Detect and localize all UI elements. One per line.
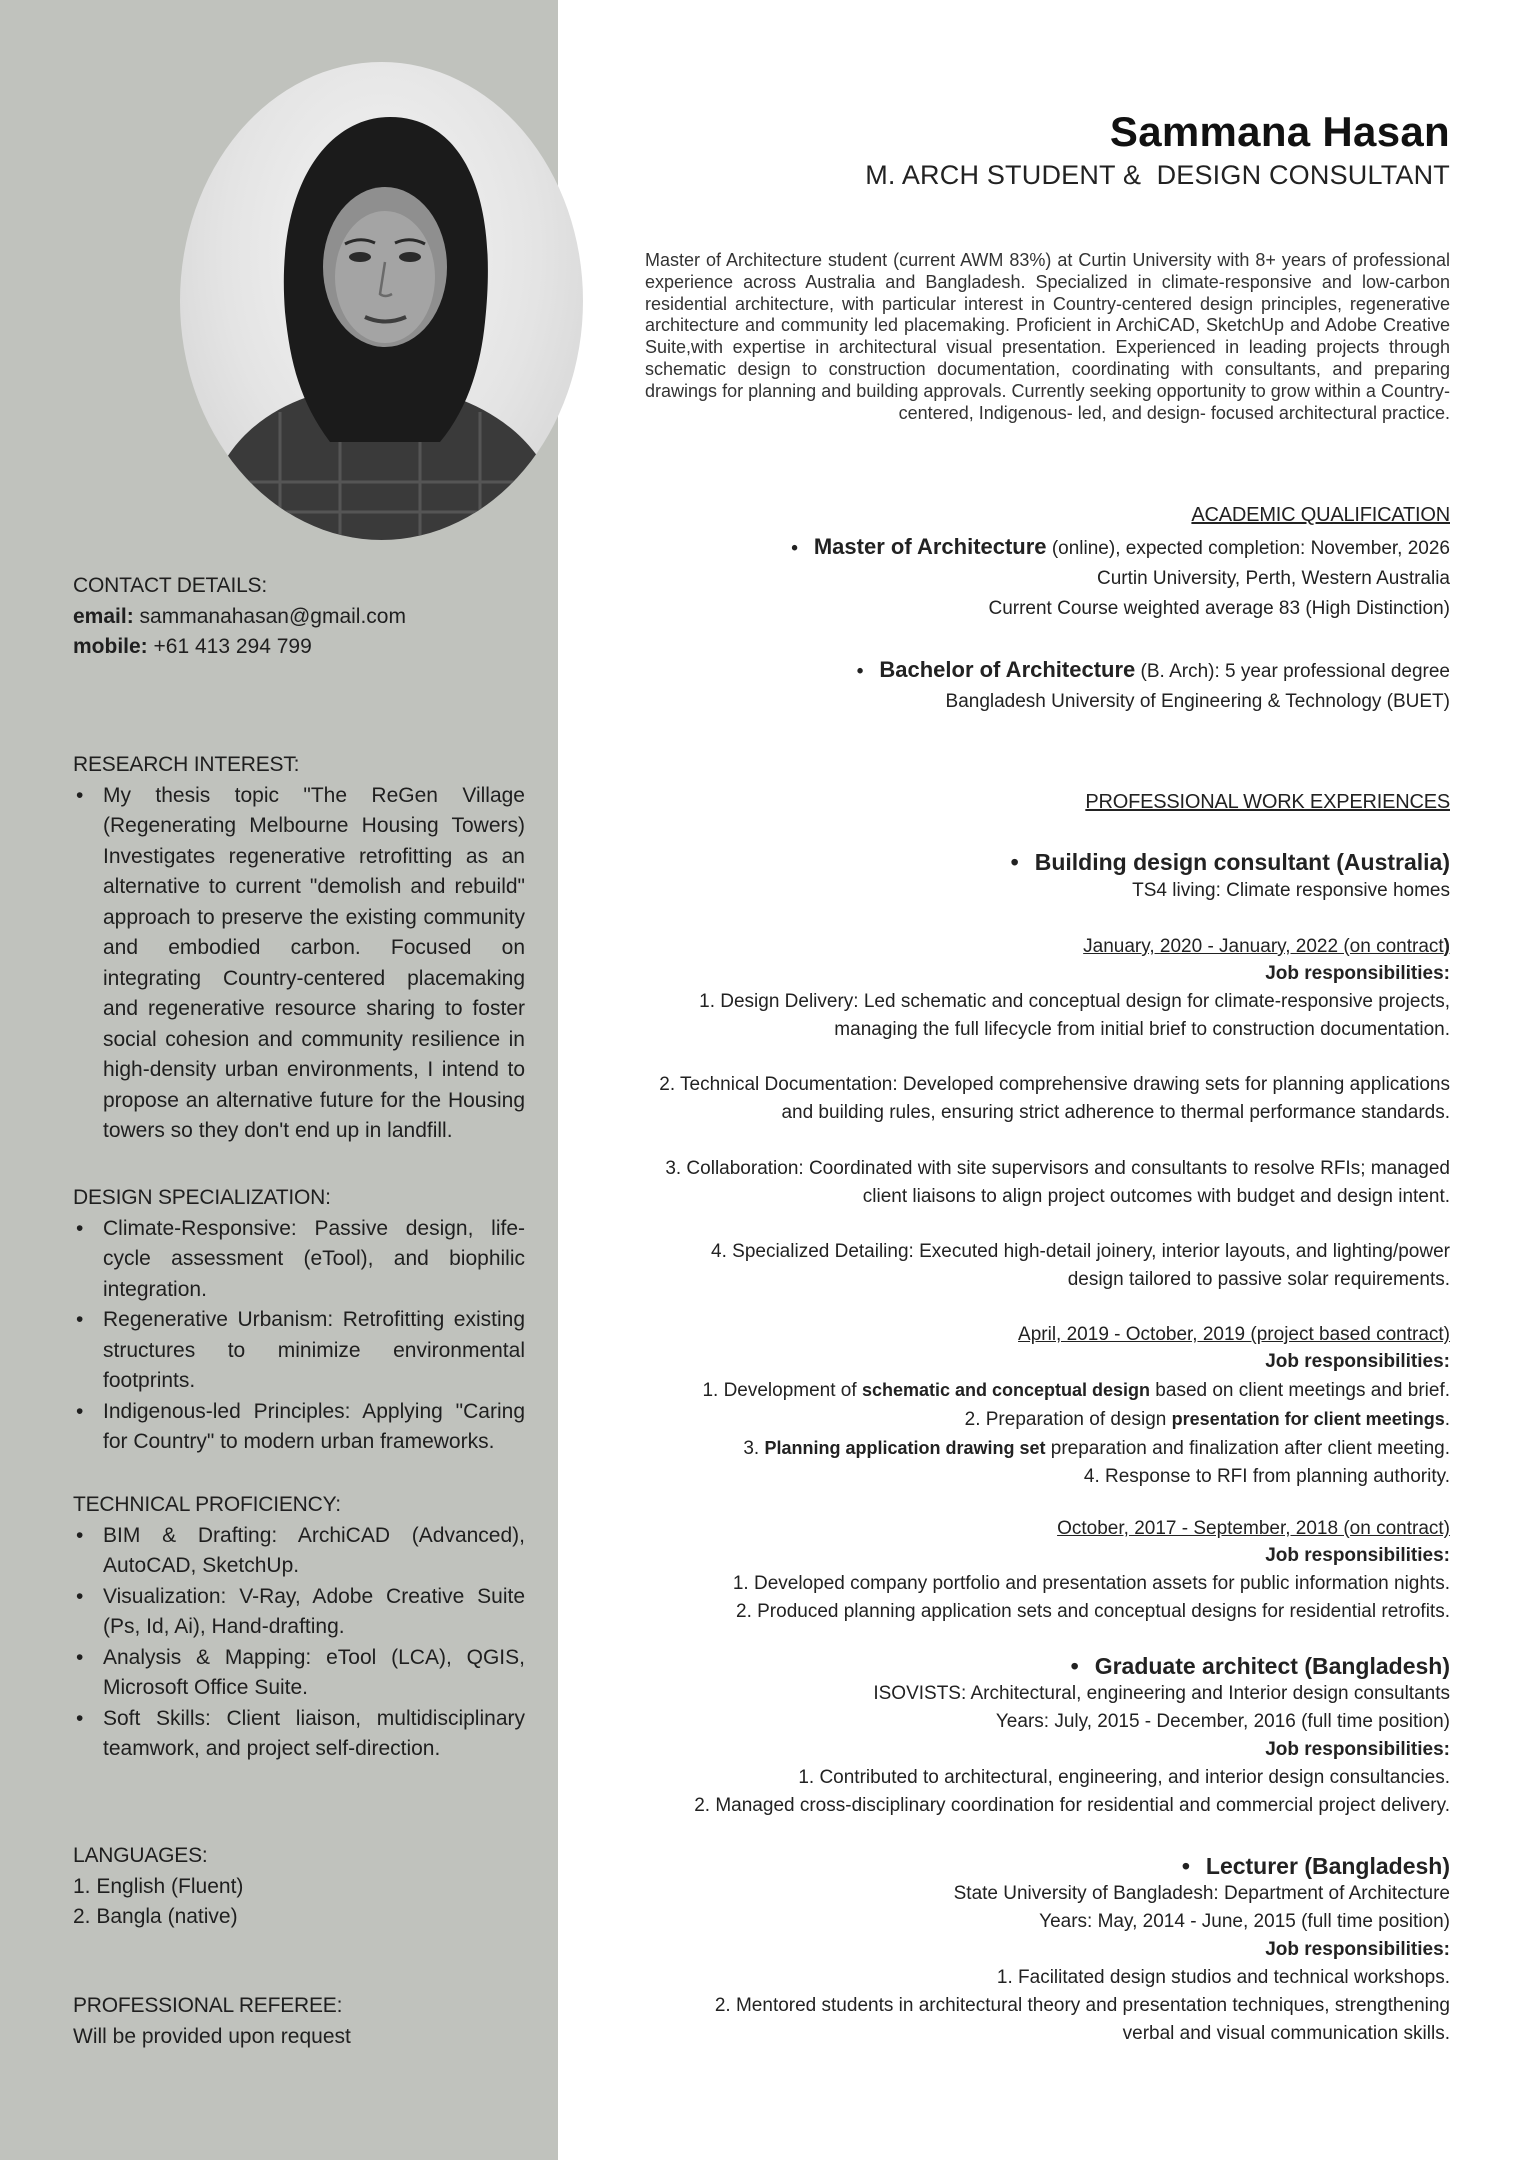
design-item: • Indigenous-led Principles: Applying "Caring for Country" to modern urban frameworks. [103, 1397, 525, 1458]
job3-block [650, 1852, 1450, 2048]
job1-item: 1. Design Delivery: Led schematic and conceptual design for climate-responsive projects, managing the full lifecycle from initial brief to construction documentation. [699, 991, 1450, 1040]
contact-heading: CONTACT DETAILS: [73, 574, 267, 597]
job1-p2-item: 4. Response to RFI from planning authority. [1083, 1466, 1450, 1487]
language-item: 2. Bangla (native) [73, 1905, 238, 1928]
referee-text: Will be provided upon request [73, 2024, 351, 2048]
masters-detail: (online), expected completion: November, 2026 [1046, 538, 1450, 559]
job3-company: State University of Bangladesh: Department of Architecture [953, 1883, 1450, 1904]
job2-company: ISOVISTS: Architectural, engineering and Interior design consultants [873, 1683, 1450, 1704]
job2-item: 1. Contributed to architectural, engineering, and interior design consultancies. [798, 1767, 1450, 1788]
profile-photo [180, 62, 583, 540]
job1-p3-item: 2. Produced planning application sets and conceptual designs for residential retrofits. [736, 1601, 1450, 1622]
masters-degree: Master of Architecture [813, 534, 1047, 559]
bullet-icon: • [856, 661, 864, 682]
job1-title-line [1011, 847, 1450, 877]
masters-entry [791, 532, 1450, 624]
profile-summary: Master of Architecture student (current AWM 83%) at Curtin University with 8+ years of professional experience across Australia and Bangladesh. Specialized in climate-responsive and low-carbon residential architecture, with particular interest in Country-centered design principles, regenerative architecture and community led placemaking. Proficient in ArchiCAD, SketchUp and Adobe Creative Suite,with expertise in architectural visual presentation. Experienced in leading projects through schematic design to construction documentation, coordinating with consultants, and preparing drawings for planning and building approvals. Currently seeking opportunity to grow within a Country- centered, Indigenous- led, and design- focused architectural practice. [645, 250, 1450, 423]
bullet-icon: • [1181, 1853, 1190, 1879]
masters-grade: Current Course weighted average 83 (High Distinction) [988, 598, 1450, 619]
job3-years: Years: May, 2014 - June, 2015 (full time position) [1039, 1911, 1450, 1932]
job1-item: 3. Collaboration: Coordinated with site supervisors and consultants to resolve RFIs; managed client liaisons to align project outcomes with budget and design intent. [665, 1158, 1450, 1207]
technical-item: • Visualization: V-Ray, Adobe Creative Suite (Ps, Id, Ai), Hand-drafting. [103, 1582, 525, 1643]
bachelors-detail: (B. Arch): 5 year professional degree [1135, 661, 1450, 682]
referee-heading: PROFESSIONAL REFEREE: [73, 1994, 343, 2017]
contact-section [73, 571, 528, 663]
referee-section [73, 1991, 528, 2052]
job1-p2-item: 2. Preparation of design presentation for client meetings. [964, 1409, 1450, 1430]
job1-period2: April, 2019 - October, 2019 (project based contract) [1018, 1324, 1450, 1345]
research-list [73, 781, 525, 1147]
masters-university: Curtin University, Perth, Western Australia [1096, 568, 1450, 589]
job1-period1: January, 2020 - January, 2022 (on contract) [1083, 936, 1450, 957]
languages-heading: LANGUAGES: [73, 1844, 208, 1867]
job1-p2-item: 3. Planning application drawing set preparation and finalization after client meeting. [743, 1438, 1450, 1459]
job2-title-line [694, 1652, 1450, 1680]
job1-resp-label: Job responsibilities: [1265, 1351, 1450, 1372]
job1-p3-item: 1. Developed company portfolio and presentation assets for public information nights. [732, 1573, 1450, 1594]
email-label: email: [73, 604, 134, 628]
portrait-image [180, 62, 583, 540]
candidate-title: M. ARCH STUDENT & DESIGN CONSULTANT [865, 160, 1450, 190]
technical-list [73, 1521, 525, 1765]
job1-resp-label: Job responsibilities: [1265, 963, 1450, 984]
bachelors-entry [857, 655, 1450, 717]
bullet-icon: • [1070, 1653, 1079, 1679]
technical-item: • Analysis & Mapping: eTool (LCA), QGIS, Microsoft Office Suite. [103, 1643, 525, 1704]
job2-item: 2. Managed cross-disciplinary coordination for residential and commercial project delivery. [694, 1795, 1450, 1816]
mobile-label: mobile: [73, 635, 148, 658]
research-heading: RESEARCH INTEREST: [73, 753, 300, 776]
job1-title: Building design consultant (Australia) [1034, 849, 1450, 875]
design-item: • Climate-Responsive: Passive design, life-cycle assessment (eTool), and biophilic integration. [103, 1214, 525, 1306]
email-value[interactable]: sammanahasan@gmail.com [139, 604, 406, 628]
job3-resp-label: Job responsibilities: [1265, 1939, 1450, 1960]
job1-company: TS4 living: Climate responsive homes [1132, 880, 1450, 901]
languages-section [73, 1841, 528, 1933]
job1-item: 4. Specialized Detailing: Executed high-detail joinery, interior layouts, and lighting/power design tailored to passive solar requirements. [711, 1241, 1450, 1290]
design-list [73, 1214, 525, 1458]
design-heading: DESIGN SPECIALIZATION: [73, 1186, 331, 1209]
bachelors-university: Bangladesh University of Engineering & Technology (BUET) [945, 691, 1450, 712]
design-section [73, 1183, 525, 1458]
mobile-line [73, 632, 528, 663]
language-item: 1. English (Fluent) [73, 1874, 244, 1898]
technical-item: • BIM & Drafting: ArchiCAD (Advanced), AutoCAD, SketchUp. [103, 1521, 525, 1582]
job2-title: Graduate architect (Bangladesh) [1094, 1653, 1450, 1679]
job1-period1-block [1083, 933, 1450, 987]
job3-title-line [650, 1852, 1450, 1880]
bullet-icon: • [1010, 849, 1019, 875]
job1-period3-block [1057, 1515, 1450, 1569]
academic-heading: ACADEMIC QUALIFICATION [1191, 504, 1450, 526]
bachelors-line [857, 655, 1450, 687]
technical-item: • Soft Skills: Client liaison, multidisciplinary teamwork, and project self-direction. [103, 1704, 525, 1765]
job1-item: 2. Technical Documentation: Developed comprehensive drawing sets for planning applications and building rules, ensuring strict adherence to thermal performance standards. [659, 1074, 1450, 1123]
job3-item: 2. Mentored students in architectural theory and presentation techniques, strengthening verbal and visual communication skills. [714, 1995, 1450, 2044]
job1-period2-block [1018, 1321, 1450, 1375]
research-item: • My thesis topic "The ReGen Village (Regenerating Melbourne Housing Towers) Investigates regenerative retrofitting as an alternative to current "demolish and rebuild" approach to preserve the existing community and embodied carbon. Focused on integrating Country-centered placemaking and regenerative resource sharing to foster social cohesion and community resilience in high-density urban environments, I intend to propose an alternative future for the Housing towers so they don't end up in landfill. [103, 781, 525, 1147]
job3-item: 1. Facilitated design studios and technical workshops. [996, 1967, 1450, 1988]
job1-header [1011, 847, 1450, 905]
candidate-name: Sammana Hasan [1109, 108, 1450, 155]
job1-resp-label: Job responsibilities: [1265, 1545, 1450, 1566]
job1-period3-items [733, 1570, 1450, 1626]
design-item: • Regenerative Urbanism: Retrofitting existing structures to minimize environmental footprints. [103, 1305, 525, 1397]
job2-resp-label: Job responsibilities: [1265, 1739, 1450, 1760]
research-section [73, 750, 525, 1147]
job1-p2-item: 1. Development of schematic and conceptual design based on client meetings and brief. [702, 1380, 1450, 1401]
job2-years: Years: July, 2015 - December, 2016 (full time position) [995, 1711, 1450, 1732]
job1-period3: October, 2017 - September, 2018 (on contract) [1057, 1518, 1450, 1539]
email-line [73, 602, 528, 633]
bachelors-degree: Bachelor of Architecture [879, 657, 1136, 682]
job1-period2-items [702, 1376, 1450, 1491]
job3-title: Lecturer (Bangladesh) [1205, 1853, 1450, 1879]
mobile-value[interactable]: +61 413 294 799 [153, 635, 312, 658]
job2-block [694, 1652, 1450, 1820]
technical-heading: TECHNICAL PROFICIENCY: [73, 1493, 341, 1516]
bullet-icon: • [791, 538, 798, 559]
masters-line [791, 532, 1450, 564]
technical-section [73, 1490, 525, 1765]
work-heading: PROFESSIONAL WORK EXPERIENCES [1085, 791, 1450, 813]
